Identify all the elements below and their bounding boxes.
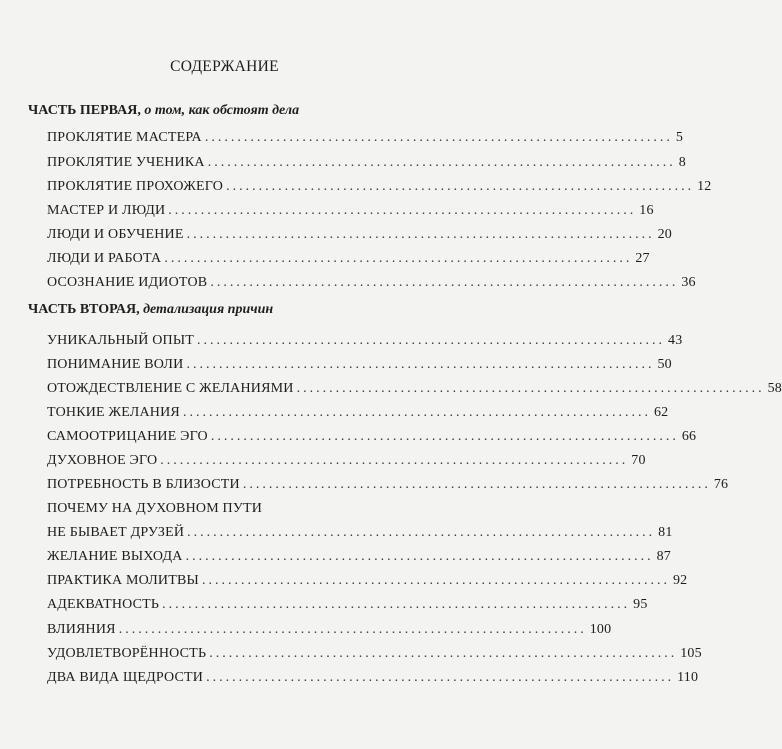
toc-entry-page: 66 (681, 429, 697, 444)
toc-entry[interactable] (47, 427, 697, 447)
dot-leader: ........................................................................ (185, 549, 654, 564)
toc-entry-title: ПРОКЛЯТИЕ МАСТЕРА (47, 130, 202, 145)
toc-entry-page: 27 (635, 251, 650, 266)
dot-leader: ........................................................................ (296, 381, 765, 396)
part-two-heading (28, 302, 273, 318)
toc-entry-page: 16 (639, 203, 654, 218)
toc-entry-title: МАСТЕР И ЛЮДИ (47, 203, 166, 218)
toc-entry-title: ПОНИМАНИЕ ВОЛИ (47, 357, 184, 372)
toc-entry[interactable] (47, 595, 648, 615)
toc-entry-title: ОСОЗНАНИЕ ИДИОТОВ (47, 275, 208, 290)
toc-entry[interactable] (47, 177, 712, 197)
toc-entry-page: 95 (633, 597, 648, 612)
toc-entry-page: 76 (713, 477, 729, 492)
toc-entry-title: ЛЮДИ И ОБУЧЕНИЕ (47, 227, 184, 242)
toc-entry-page: 58 (767, 381, 782, 396)
dot-leader: ........................................................................ (210, 429, 679, 444)
toc-entry[interactable] (47, 620, 612, 640)
toc-entry-title: ПРАКТИКА МОЛИТВЫ (47, 573, 199, 588)
dot-leader: ........................................................................ (186, 357, 655, 372)
dot-leader: ........................................................................ (209, 646, 678, 661)
part-one-heading (28, 103, 299, 119)
toc-entry[interactable] (47, 355, 672, 375)
dot-leader: ........................................................................ (160, 453, 629, 468)
toc-entry-page: 36 (681, 275, 696, 290)
part-two-label: ЧАСТЬ ВТОРАЯ, (28, 302, 140, 317)
toc-entry-title-line[interactable]: ПОЧЕМУ НА ДУХОВНОМ ПУТИ (47, 501, 263, 516)
toc-entry-title: САМООТРИЦАНИЕ ЭГО (47, 429, 208, 444)
toc-entry[interactable] (47, 475, 729, 495)
toc-entry-title: УНИКАЛЬНЫЙ ОПЫТ (47, 333, 195, 348)
dot-leader: ........................................................................ (187, 525, 656, 540)
toc-entry-title: ЖЕЛАНИЕ ВЫХОДА (47, 549, 183, 564)
toc-entry[interactable] (47, 201, 654, 221)
toc-entry-title: ЛЮДИ И РАБОТА (47, 251, 162, 266)
toc-entry-title: ДУХОВНОЕ ЭГО (47, 453, 158, 468)
toc-entry-title: ТОНКИЕ ЖЕЛАНИЯ (47, 405, 180, 420)
toc-entry-page: 81 (658, 525, 673, 540)
toc-entry-page: 105 (680, 646, 702, 661)
toc-entry-page: 62 (653, 405, 669, 420)
toc-entry[interactable] (47, 153, 686, 173)
dot-leader: ........................................................................ (162, 597, 631, 612)
toc-entry-title: ОТОЖДЕСТВЛЕНИЕ С ЖЕЛАНИЯМИ (47, 381, 294, 396)
toc-entry-title: ПОТРЕБНОСТЬ В БЛИЗОСТИ (47, 477, 240, 492)
toc-entry[interactable] (47, 451, 646, 471)
toc-entry[interactable] (47, 379, 782, 399)
toc-entry-page: 100 (589, 622, 612, 637)
toc-entry-title: АДЕКВАТНОСТЬ (47, 597, 160, 612)
dot-leader: ........................................................................ (164, 251, 633, 266)
toc-entry-title: ПРОКЛЯТИЕ ПРОХОЖЕГО (47, 179, 224, 194)
dot-leader: ........................................................................ (168, 203, 637, 218)
toc-entry-page: 8 (678, 155, 686, 170)
toc-entry-page: 43 (668, 333, 683, 348)
toc-entry[interactable] (47, 331, 683, 351)
toc-entry-page: 20 (657, 227, 673, 242)
dot-leader: ........................................................................ (186, 227, 655, 242)
toc-entry[interactable] (47, 547, 672, 567)
dot-leader: ........................................................................ (242, 477, 711, 492)
toc-entry-title: ВЛИЯНИЯ (47, 622, 116, 637)
toc-entry[interactable] (47, 403, 669, 423)
toc-entry[interactable] (47, 225, 673, 245)
part-two-subtitle: детализация причин (143, 302, 274, 317)
toc-entry-title: ПРОКЛЯТИЕ УЧЕНИКА (47, 155, 205, 170)
toc-entry-page: 110 (677, 670, 699, 685)
toc-entry-page: 92 (672, 573, 688, 588)
dot-leader: ........................................................................ (182, 405, 651, 420)
toc-entry[interactable] (47, 523, 673, 543)
part-one-subtitle: о том, как обстоят дела (144, 103, 300, 118)
dot-leader: ........................................................................ (207, 155, 676, 170)
toc-entry-title: ДВА ВИДА ЩЕДРОСТИ (47, 670, 204, 685)
dot-leader: ........................................................................ (210, 275, 679, 290)
page-title: СОДЕРЖАНИЕ (170, 58, 279, 75)
dot-leader: ........................................................................ (197, 333, 666, 348)
dot-leader: ........................................................................ (118, 622, 587, 637)
toc-entry[interactable] (47, 273, 696, 293)
toc-entry-page: 12 (697, 179, 712, 194)
toc-entry[interactable] (47, 668, 699, 688)
toc-entry-page: 5 (675, 130, 684, 145)
toc-entry-page: 70 (631, 453, 646, 468)
part-one-label: ЧАСТЬ ПЕРВАЯ, (28, 103, 141, 118)
toc-entry-page: 87 (656, 549, 672, 564)
toc-entry[interactable] (47, 128, 684, 148)
toc-entry[interactable] (47, 571, 688, 591)
dot-leader: ........................................................................ (226, 179, 695, 194)
toc-entry[interactable] (47, 644, 702, 664)
dot-leader: ........................................................................ (201, 573, 670, 588)
toc-entry-page: 50 (657, 357, 672, 372)
toc-entry-title: УДОВЛЕТВОРЁННОСТЬ (47, 646, 207, 661)
dot-leader: ........................................................................ (206, 670, 675, 685)
toc-entry[interactable] (47, 249, 650, 269)
dot-leader: ........................................................................ (204, 130, 673, 145)
toc-entry-title: НЕ БЫВАЕТ ДРУЗЕЙ (47, 525, 185, 540)
